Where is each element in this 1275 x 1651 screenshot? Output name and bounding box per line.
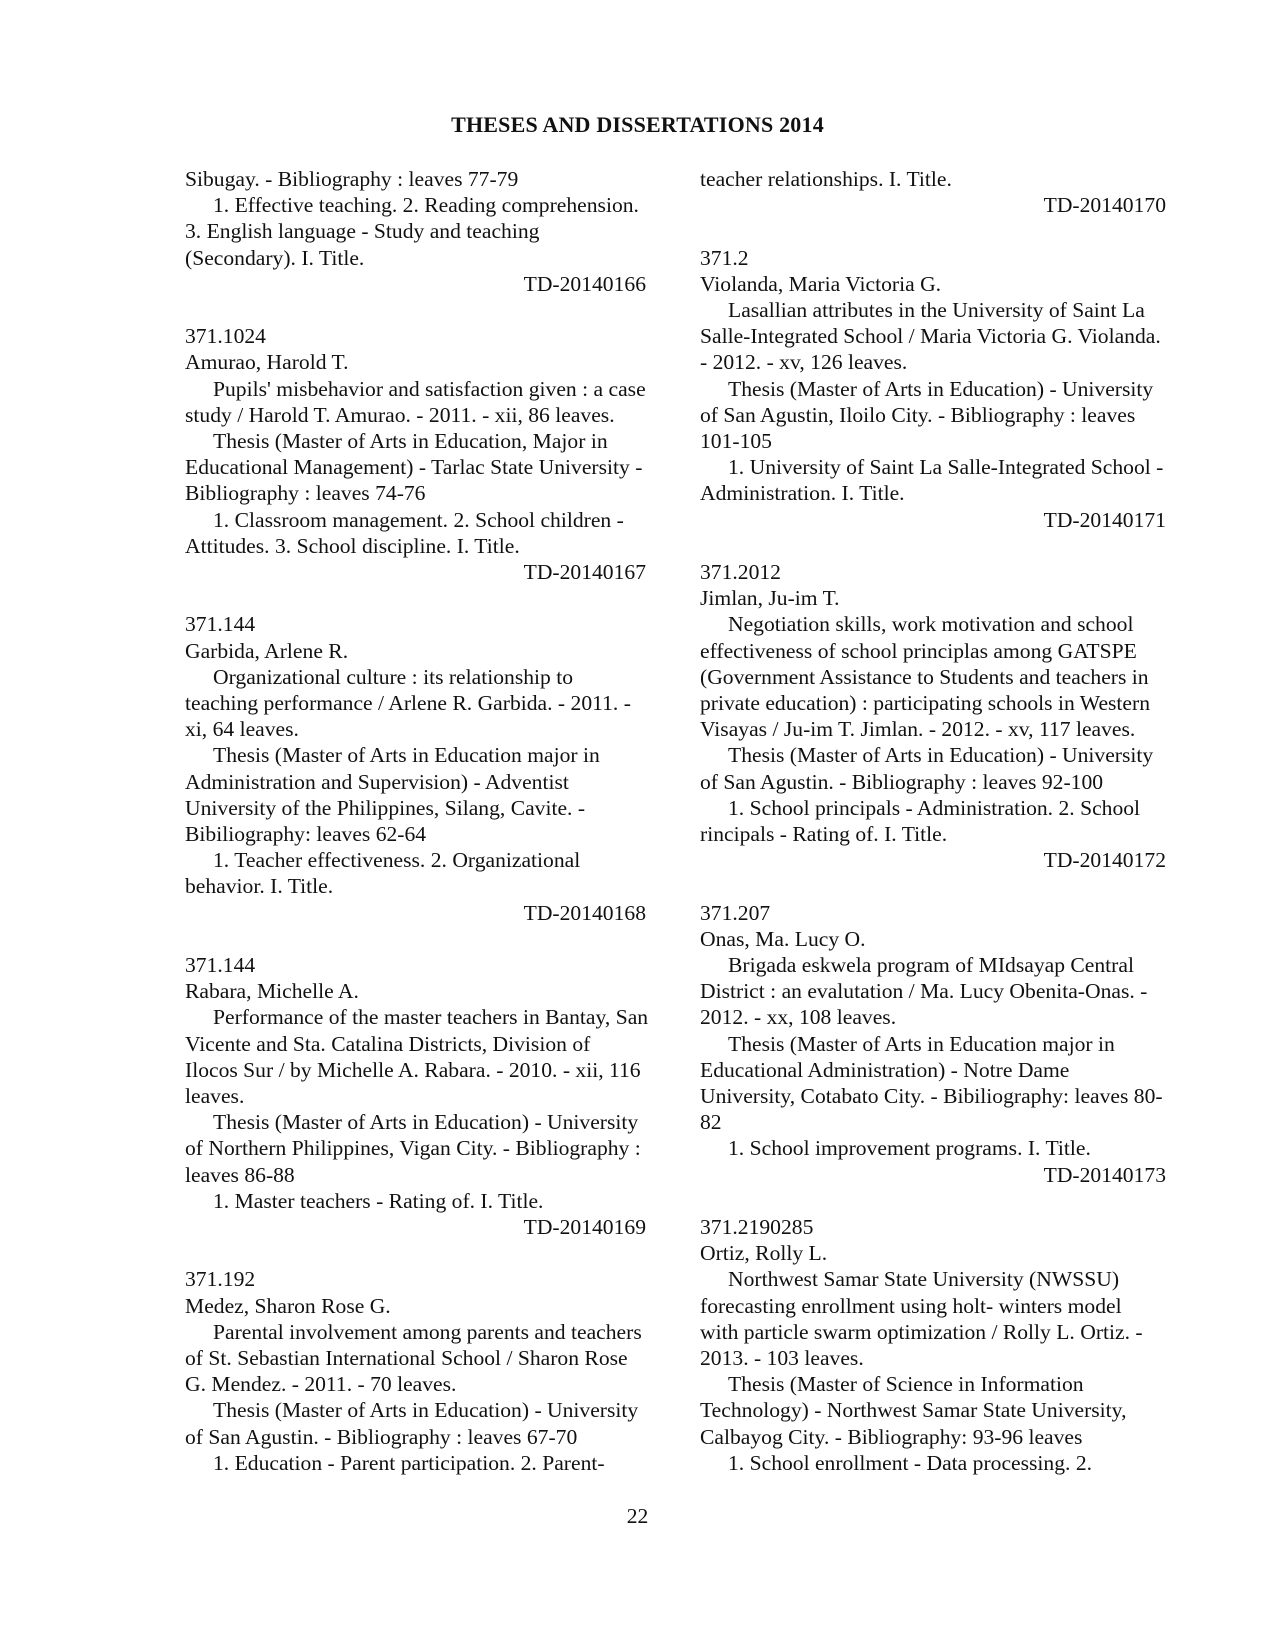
thesis-note-line: Thesis (Master of Arts in Education) - University bbox=[213, 1398, 639, 1423]
thesis-note-line: Thesis (Master of Arts in Education) - University bbox=[728, 376, 1154, 401]
call-number: 371.2 bbox=[700, 245, 749, 270]
call-number: 371.207 bbox=[700, 900, 771, 925]
subject-line: 1. School improvement programs. I. Title. bbox=[728, 1136, 1091, 1161]
accession-number: TD-20140170 bbox=[1043, 193, 1166, 218]
accession-number: TD-20140167 bbox=[523, 560, 646, 585]
subject-line: 1. Education - Parent participation. 2. Parent- bbox=[213, 1450, 605, 1475]
title-line: leaves. bbox=[185, 1084, 245, 1109]
title-line: Lasallian attributes in the University of Saint La bbox=[728, 298, 1145, 322]
author-name: Jimlan, Ju-im T. bbox=[700, 586, 840, 611]
accession-number: TD-20140172 bbox=[1043, 848, 1166, 873]
subject-line: 1. School principals - Administration. 2. School bbox=[728, 795, 1141, 820]
subject-line: 1. Classroom management. 2. School children - bbox=[213, 507, 624, 532]
thesis-note-line: 101-105 bbox=[700, 429, 772, 454]
accession-number: TD-20140171 bbox=[1043, 507, 1166, 532]
author-name: Amurao, Harold T. bbox=[185, 350, 349, 375]
thesis-note-line: leaves 86-88 bbox=[185, 1162, 295, 1187]
title-line: private education) : participating schools in Western bbox=[700, 691, 1150, 716]
title-line: study / Harold T. Amurao. - 2011. - xii, 86 leaves. bbox=[185, 402, 615, 427]
title-line: forecasting enrollment using holt- winters model bbox=[700, 1293, 1122, 1318]
right-column bbox=[700, 166, 1200, 1476]
title-line: teaching performance / Arlene R. Garbida. - 2011. - bbox=[185, 691, 631, 716]
thesis-note-line: of Northern Philippines, Vigan City. - Bibliography : bbox=[185, 1136, 641, 1161]
subject-line: 3. English language - Study and teaching bbox=[185, 219, 540, 244]
author-name: Medez, Sharon Rose G. bbox=[185, 1293, 391, 1318]
title-line: Pupils' misbehavior and satisfaction given : a case bbox=[213, 376, 646, 401]
subject-line: teacher relationships. I. Title. bbox=[700, 167, 952, 191]
call-number: 371.1024 bbox=[185, 324, 266, 349]
title-line: Organizational culture : its relationship to bbox=[213, 664, 574, 689]
thesis-note-line: Bibliography : leaves 74-76 bbox=[185, 481, 426, 506]
thesis-note-line: of San Agustin, Iloilo City. - Bibliography : leaves bbox=[700, 402, 1136, 427]
author-name: Onas, Ma. Lucy O. bbox=[700, 926, 866, 951]
thesis-note-line: Educational Management) - Tarlac State University - bbox=[185, 455, 643, 480]
title-line: Salle-Integrated School / Maria Victoria G. Violanda. bbox=[700, 324, 1161, 349]
title-line: Performance of the master teachers in Bantay, San bbox=[213, 1005, 649, 1030]
call-number: 371.192 bbox=[185, 1267, 256, 1292]
thesis-note-line: Thesis (Master of Science in Information bbox=[728, 1372, 1084, 1397]
title-line: Parental involvement among parents and teachers bbox=[213, 1319, 642, 1344]
thesis-note-line: Thesis (Master of Arts in Education) - University bbox=[213, 1110, 639, 1135]
title-line: effectiveness of school principlas among GATSPE bbox=[700, 638, 1137, 663]
page-number: 22 bbox=[626, 1504, 649, 1528]
title-line: Ilocos Sur / by Michelle A. Rabara. - 2010. - xii, 116 bbox=[185, 1057, 641, 1082]
call-number: 371.2012 bbox=[700, 560, 781, 585]
author-name: Violanda, Maria Victoria G. bbox=[700, 271, 942, 296]
thesis-note-line: Educational Administration) - Notre Dame bbox=[700, 1057, 1070, 1082]
subject-line: rincipals - Rating of. I. Title. bbox=[700, 822, 948, 847]
title-line: Negotiation skills, work motivation and school bbox=[728, 612, 1134, 637]
thesis-note-line: University of the Philippines, Silang, Cavite. - bbox=[185, 795, 586, 820]
title-line: District : an evalutation / Ma. Lucy Obenita-Onas. - bbox=[700, 979, 1148, 1004]
title-line: - 2012. - xv, 126 leaves. bbox=[700, 350, 908, 375]
title-line: Brigada eskwela program of MIdsayap Central bbox=[728, 953, 1134, 978]
accession-number: TD-20140173 bbox=[1043, 1162, 1166, 1187]
left-column bbox=[185, 166, 680, 1476]
author-name: Garbida, Arlene R. bbox=[185, 638, 349, 663]
subject-line: 1. Effective teaching. 2. Reading comprehension. bbox=[213, 193, 639, 218]
page-header: THESES AND DISSERTATIONS 2014 bbox=[451, 112, 824, 137]
thesis-note-line: Thesis (Master of Arts in Education major in bbox=[728, 1031, 1115, 1056]
subject-line: (Secondary). I. Title. bbox=[185, 245, 365, 270]
author-name: Rabara, Michelle A. bbox=[185, 979, 359, 1004]
subject-line: 1. University of Saint La Salle-Integrated School - bbox=[728, 455, 1164, 480]
title-line: Vicente and Sta. Catalina Districts, Division of bbox=[185, 1031, 591, 1056]
thesis-note-line: Calbayog City. - Bibliography: 93-96 leaves bbox=[700, 1424, 1083, 1449]
thesis-note-line: Thesis (Master of Arts in Education major in bbox=[213, 743, 600, 768]
call-number: 371.2190285 bbox=[700, 1215, 814, 1240]
title-line: 2012. - xx, 108 leaves. bbox=[700, 1005, 897, 1030]
subject-line: Attitudes. 3. School discipline. I. Title. bbox=[185, 533, 520, 558]
thesis-note-line: Technology) - Northwest Samar State University, bbox=[700, 1398, 1127, 1423]
subject-line: 1. Teacher effectiveness. 2. Organizational bbox=[213, 848, 581, 873]
entry-text-line: Sibugay. - Bibliography : leaves 77-79 bbox=[185, 167, 519, 191]
thesis-note-line: of San Agustin. - Bibliography : leaves 67-70 bbox=[185, 1424, 578, 1449]
call-number: 371.144 bbox=[185, 953, 256, 978]
accession-number: TD-20140166 bbox=[523, 271, 646, 296]
title-line: Northwest Samar State University (NWSSU) bbox=[728, 1267, 1120, 1292]
thesis-note-line: 82 bbox=[700, 1110, 722, 1135]
title-line: of St. Sebastian International School / Sharon Rose bbox=[185, 1346, 628, 1371]
thesis-note-line: University, Cotabato City. - Bibiliography: leaves 80- bbox=[700, 1084, 1163, 1109]
title-line: with particle swarm optimization / Rolly L. Ortiz. - bbox=[700, 1319, 1143, 1344]
thesis-note-line: of San Agustin. - Bibliography : leaves 92-100 bbox=[700, 769, 1104, 794]
title-line: G. Mendez. - 2011. - 70 leaves. bbox=[185, 1372, 457, 1397]
subject-line: Administration. I. Title. bbox=[700, 481, 905, 506]
title-line: xi, 64 leaves. bbox=[185, 717, 299, 742]
title-line: 2013. - 103 leaves. bbox=[700, 1346, 864, 1371]
accession-number: TD-20140169 bbox=[523, 1215, 646, 1240]
thesis-note-line: Thesis (Master of Arts in Education) - University bbox=[728, 743, 1154, 768]
title-line: Visayas / Ju-im T. Jimlan. - 2012. - xv, 117 leaves. bbox=[700, 717, 1136, 742]
accession-number: TD-20140168 bbox=[523, 900, 646, 925]
thesis-note-line: Administration and Supervision) - Adventist bbox=[185, 769, 569, 794]
author-name: Ortiz, Rolly L. bbox=[700, 1241, 828, 1266]
title-line: (Government Assistance to Students and teachers in bbox=[700, 664, 1149, 689]
thesis-note-line: Thesis (Master of Arts in Education, Major in bbox=[213, 429, 608, 454]
subject-line: behavior. I. Title. bbox=[185, 874, 334, 899]
subject-line: 1. School enrollment - Data processing. 2. bbox=[728, 1450, 1093, 1475]
subject-line: 1. Master teachers - Rating of. I. Title. bbox=[213, 1188, 544, 1213]
thesis-note-line: Bibiliography: leaves 62-64 bbox=[185, 822, 427, 847]
call-number: 371.144 bbox=[185, 612, 256, 637]
